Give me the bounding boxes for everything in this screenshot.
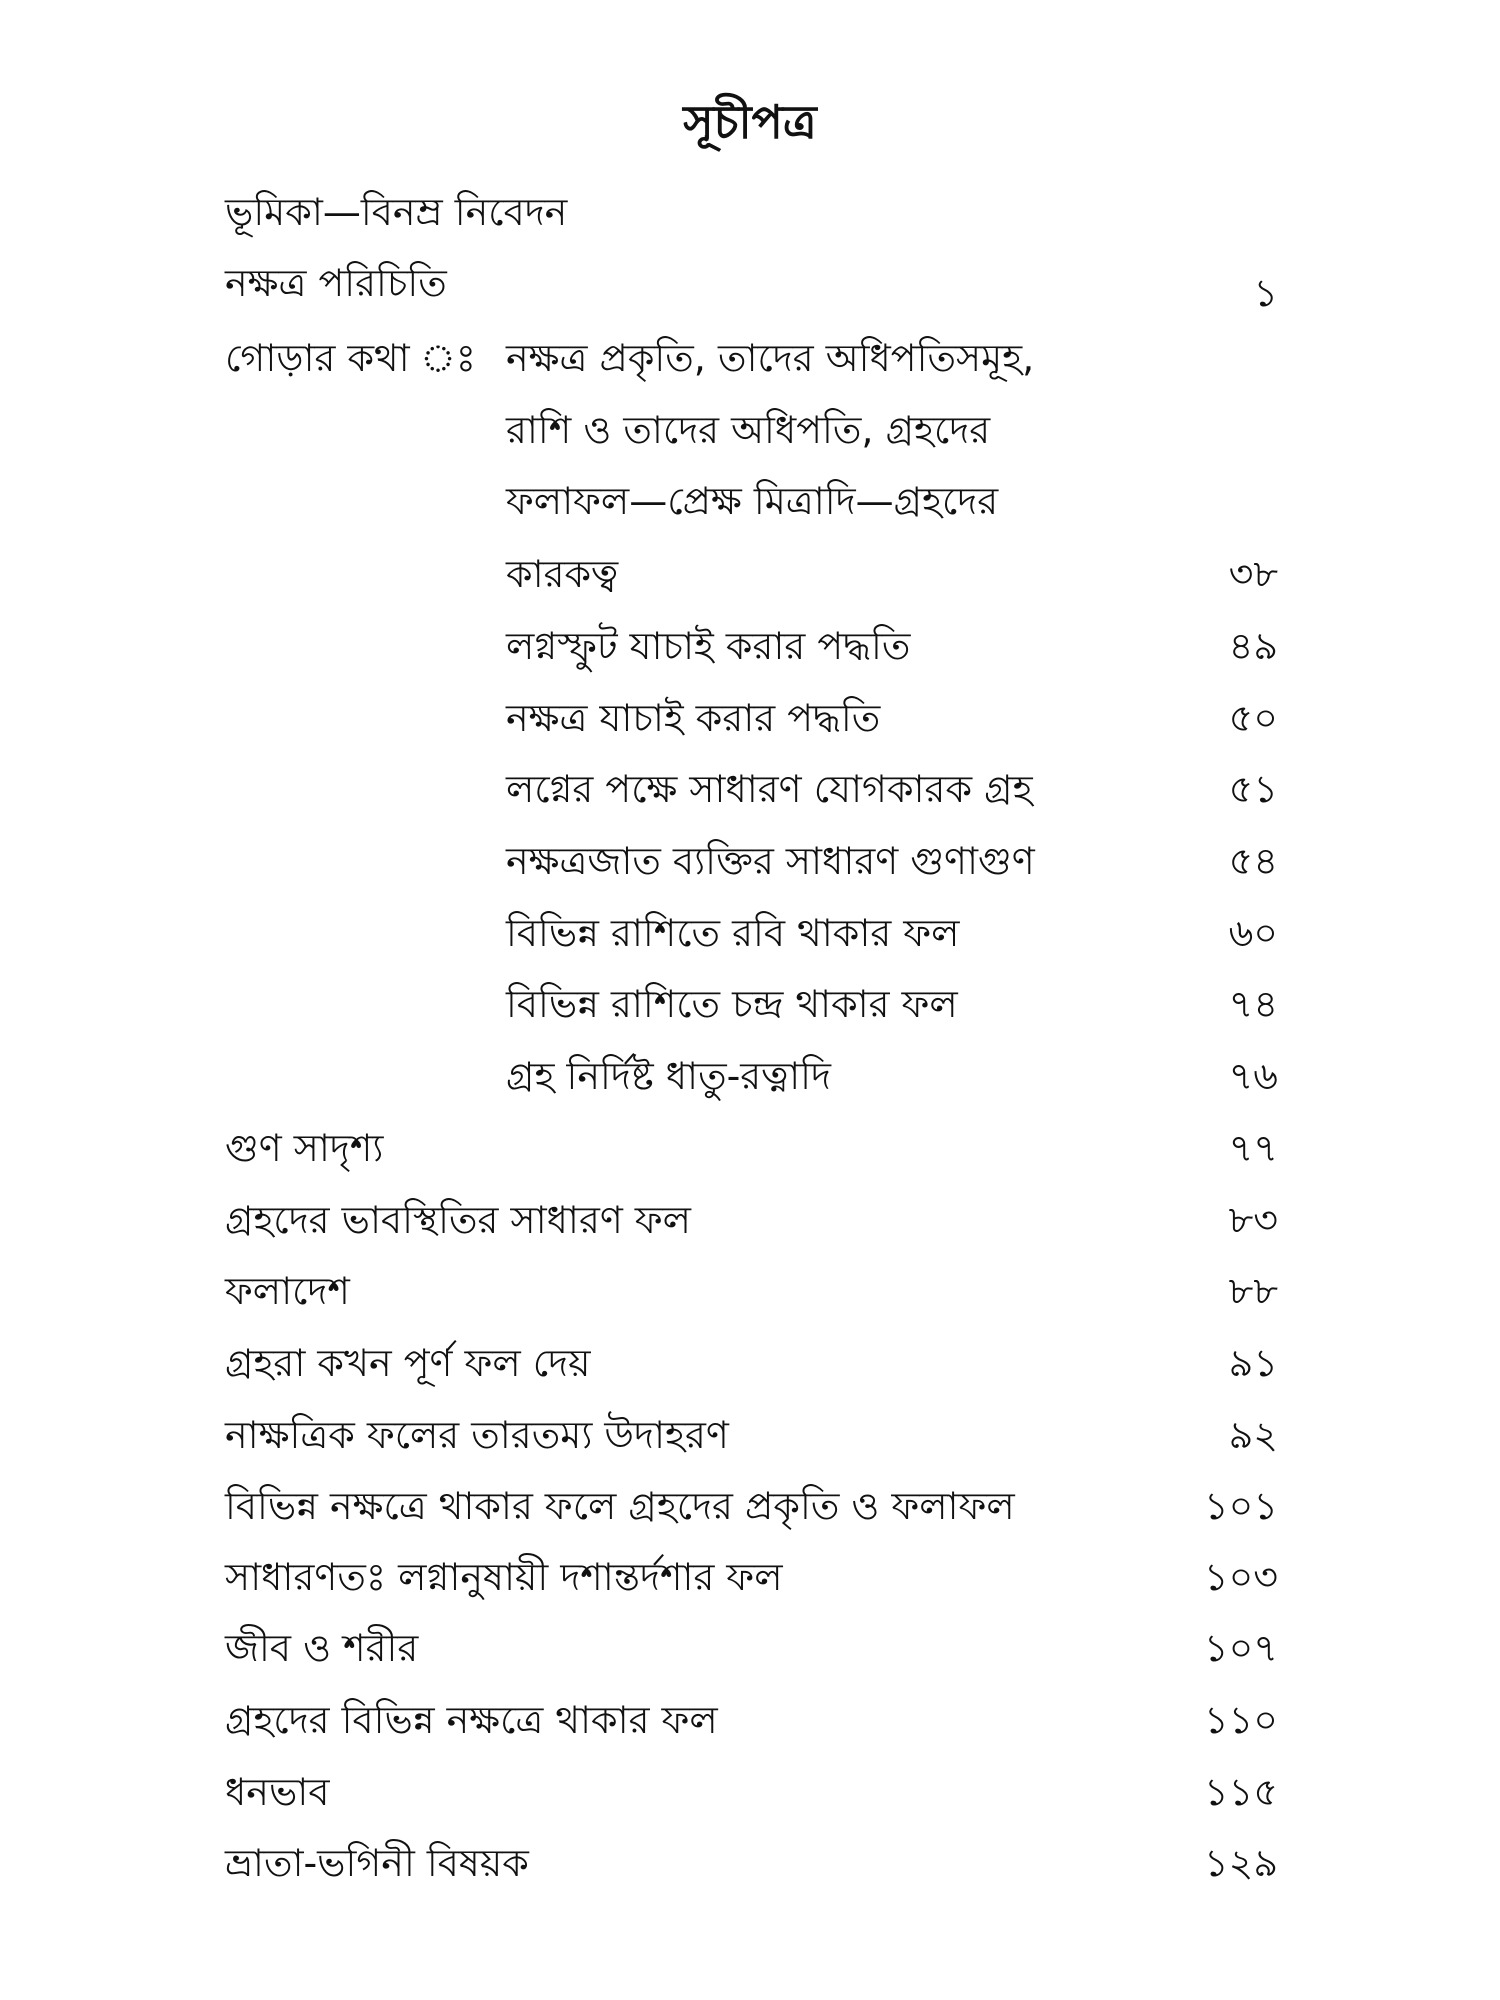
toc-entry-text: লগ্নস্ফুট যাচাই করার পদ্ধতি bbox=[506, 624, 911, 668]
toc-entry-text: নক্ষত্র যাচাই করার পদ্ধতি bbox=[506, 696, 881, 740]
toc-page-number: ৬০ bbox=[1228, 911, 1278, 955]
toc-entry-text: বিভিন্ন রাশিতে রবি থাকার ফল bbox=[506, 911, 960, 955]
toc-page-number: ৯২ bbox=[1228, 1413, 1278, 1457]
toc-entry-text: বিভিন্ন রাশিতে চন্দ্র থাকার ফল bbox=[506, 982, 958, 1026]
toc-page-number: ৭৭ bbox=[1228, 1126, 1278, 1170]
toc-page-number: ৭৪ bbox=[1228, 982, 1278, 1026]
toc-entry-text: জীব ও শরীর bbox=[225, 1626, 419, 1670]
toc-entry-text: ফলাফল—প্রেক্ষ মিত্রাদি—গ্রহদের bbox=[506, 479, 999, 523]
toc-entry-line bbox=[506, 395, 990, 465]
toc-entry bbox=[506, 754, 1033, 824]
toc-entry bbox=[225, 1542, 783, 1612]
toc-section-label: গোড়ার কথা ঃ bbox=[225, 336, 477, 380]
toc-entry bbox=[506, 1041, 831, 1111]
toc-entry-line bbox=[506, 466, 998, 536]
toc-entry-text: গ্রহরা কখন পূর্ণ ফল দেয় bbox=[225, 1341, 591, 1385]
toc-page-number: ১১০ bbox=[1203, 1698, 1278, 1742]
toc-entry-text: ভূমিকা—বিনম্র নিবেদন bbox=[225, 190, 568, 234]
toc-entry-text: ভ্রাতা-ভগিনী বিষয়ক bbox=[225, 1841, 529, 1885]
toc-entry-text: নক্ষত্রজাত ব্যক্তির সাধারণ গুণাগুণ bbox=[506, 839, 1035, 883]
toc-entry bbox=[225, 1256, 350, 1326]
toc-entry-text: নক্ষত্র পরিচিতি bbox=[225, 261, 447, 305]
toc-entry-text: নাক্ষত্রিক ফলের তারতম্য উদাহরণ bbox=[225, 1413, 729, 1457]
toc-entry-text: ফলাদেশ bbox=[225, 1269, 350, 1313]
toc-entry-text: গ্রহদের ভাবস্থিতির সাধারণ ফল bbox=[225, 1198, 691, 1242]
toc-page-number: ৫০ bbox=[1228, 696, 1278, 740]
toc-page-number: ১০৩ bbox=[1203, 1555, 1278, 1599]
toc-page-number: ৭৬ bbox=[1228, 1054, 1278, 1098]
toc-entry-text: গ্রহদের বিভিন্ন নক্ষত্রে থাকার ফল bbox=[225, 1698, 718, 1742]
toc-entry bbox=[506, 969, 958, 1039]
toc-entry bbox=[225, 177, 567, 247]
toc-page-number: ৯১ bbox=[1228, 1341, 1278, 1385]
toc-entry-text: বিভিন্ন নক্ষত্রে থাকার ফলে গ্রহদের প্রকৃতি ও ফলাফল bbox=[225, 1484, 1015, 1528]
toc-entry-text: নক্ষত্র প্রকৃতি, তাদের অধিপতিসমূহ, bbox=[506, 336, 1035, 380]
page-title: সূচীপত্র bbox=[683, 95, 817, 149]
toc-entry bbox=[225, 1828, 529, 1898]
toc-entry bbox=[225, 1400, 729, 1470]
toc-page-number: ৪৯ bbox=[1228, 624, 1278, 668]
toc-entry-line bbox=[506, 539, 618, 609]
toc-entry bbox=[225, 1685, 718, 1755]
toc-entry-text: গুণ সাদৃশ্য bbox=[225, 1126, 384, 1170]
toc-page-number: ১ bbox=[1253, 271, 1278, 315]
toc-entry bbox=[225, 1757, 329, 1827]
toc-entry bbox=[225, 1328, 591, 1398]
toc-page-number: ৫১ bbox=[1228, 767, 1278, 811]
toc-entry bbox=[225, 1113, 383, 1183]
toc-entry-text: লগ্নের পক্ষে সাধারণ যোগকারক গ্রহ bbox=[506, 767, 1033, 811]
toc-page-number: ১০৭ bbox=[1203, 1626, 1278, 1670]
toc-entry bbox=[225, 1613, 418, 1683]
toc-page-number: ১০১ bbox=[1203, 1484, 1278, 1528]
toc-page-number: ৮৩ bbox=[1228, 1198, 1278, 1242]
toc-entry-text: ধনভাব bbox=[225, 1770, 330, 1814]
toc-page-number: ৫৪ bbox=[1228, 839, 1278, 883]
toc-entry bbox=[225, 1185, 691, 1255]
toc-page-number: ১২৯ bbox=[1203, 1841, 1278, 1885]
toc-entry bbox=[506, 898, 959, 968]
toc-entry bbox=[225, 1471, 1015, 1541]
toc-entry bbox=[506, 611, 910, 681]
toc-page-number: ৩৮ bbox=[1228, 552, 1278, 596]
toc-entry-text: কারকত্ব bbox=[506, 552, 619, 596]
toc-entry-text: রাশি ও তাদের অধিপতি, গ্রহদের bbox=[506, 408, 991, 452]
toc-entry bbox=[225, 248, 447, 318]
toc-entry-line bbox=[506, 323, 1034, 393]
toc-entry-text: সাধারণতঃ লগ্নানুষায়ী দশান্তর্দশার ফল bbox=[225, 1555, 783, 1599]
toc-page-number: ১১৫ bbox=[1204, 1770, 1278, 1814]
toc-entry-text: গ্রহ নির্দিষ্ট ধাতু-রত্নাদি bbox=[506, 1054, 831, 1098]
toc-page-number: ৮৮ bbox=[1228, 1269, 1278, 1313]
toc-entry bbox=[506, 683, 880, 753]
toc-entry bbox=[506, 826, 1035, 896]
